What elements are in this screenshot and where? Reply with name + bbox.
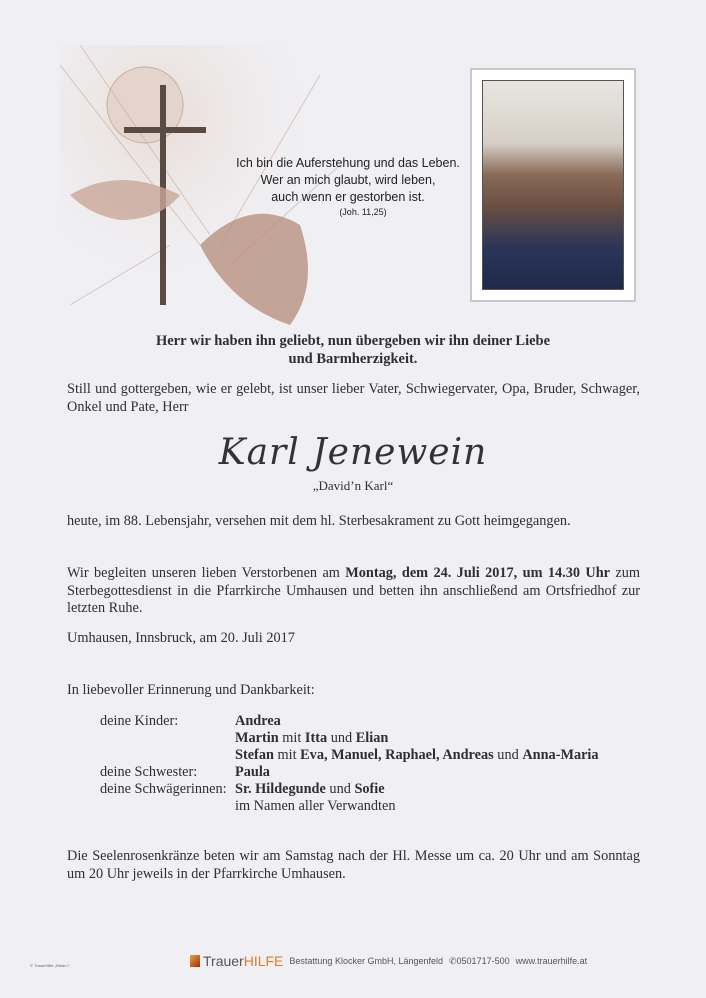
relative-names (235, 764, 270, 781)
website-link[interactable]: www.trauerhilfe.at (515, 956, 588, 966)
trauerhilfe-logo (190, 953, 283, 969)
relative-name-part: Eva, Manuel, Raphael, Andreas (300, 747, 494, 763)
funeral-date: Montag, dem 24. Juli 2017, um 14.30 Uhr (345, 565, 611, 581)
relative-name-part: Martin (235, 730, 279, 746)
deceased-nickname: „David’n Karl“ (312, 478, 394, 493)
relative-names (235, 747, 599, 764)
relative-names (235, 730, 388, 747)
portrait-frame (470, 68, 636, 302)
rosary-text: Die Seelenrosenkränze beten wir am Samstag nach der Hl. Messe um ca. 20 Uhr und am Sonntag um 20 Uhr jeweils in der Pfarrkirche Umhausen. (67, 848, 640, 882)
relative-names (235, 781, 385, 798)
portrait-photo (482, 80, 624, 290)
relative-name-part: und (493, 747, 523, 763)
relative-label (100, 747, 235, 764)
relative-label: deine Kinder: (100, 713, 179, 729)
logo-text-accent: HILFE (243, 953, 284, 969)
relatives-list (100, 713, 640, 815)
relative-row (100, 713, 640, 730)
phone: ✆0501717-500 (449, 955, 510, 966)
relative-label (100, 730, 235, 747)
relative-row (100, 730, 640, 747)
relative-row (100, 747, 640, 764)
relative-name-part: Elian (355, 730, 389, 746)
relative-names (235, 798, 396, 815)
relative-row (100, 764, 640, 781)
relative-label: deine Schwägerinnen: (100, 781, 227, 797)
relative-name-part: Sofie (354, 781, 385, 797)
relative-name-part: mit (273, 747, 301, 763)
footer (190, 953, 587, 969)
logo-icon (190, 955, 200, 967)
memory-heading: In liebevoller Erinnerung und Dankbarkeit: (67, 682, 315, 698)
company: Bestattung Klocker GmbH, Längenfeld (289, 956, 443, 966)
quote-line: Ich bin die Auferstehung und das Leben. (236, 156, 460, 170)
funeral-post: zum Sterbegottesdienst in die Pfarrkirche Umhausen und betten ihn anschließend am Ortsfriedhof zur letzten Ruhe. (67, 565, 640, 616)
relative-name-part: und (325, 781, 355, 797)
relative-label: deine Schwester: (100, 764, 198, 780)
quote-line: auch wenn er gestorben ist. (271, 190, 425, 204)
funeral-pre: Wir begleiten unseren lieben Verstorbenen am (67, 565, 346, 581)
quote-reference: (Joh. 11,25) (339, 207, 387, 217)
relative-name-part: Andrea (235, 713, 281, 729)
relative-name-part: mit (278, 730, 305, 746)
copyright: © TrauerHilfe „Bilder I“ (30, 963, 70, 968)
relative-name-part: Itta (304, 730, 328, 746)
relative-name-part: im Namen aller Verwandten (235, 798, 396, 814)
motto-line: Herr wir haben ihn geliebt, nun übergeben wir ihn deiner Liebe (155, 333, 551, 349)
relative-name-part: Anna-Maria (522, 747, 599, 763)
quote-line: Wer an mich glaubt, wird leben, (260, 173, 436, 187)
place-date: Umhausen, Innsbruck, am 20. Juli 2017 (67, 630, 295, 646)
relative-names (235, 713, 281, 730)
relative-row (100, 798, 640, 815)
death-text: heute, im 88. Lebensjahr, versehen mit dem hl. Sterbesakrament zu Gott heimgegangen. (67, 513, 571, 529)
relative-name-part: und (327, 730, 356, 746)
motto (120, 332, 586, 368)
relative-label (100, 798, 235, 815)
intro-text: Still und gottergeben, wie er gelebt, ist unser lieber Vater, Schwiegervater, Opa, Bruder, Schwager, Onkel und Pate, Herr (67, 381, 640, 415)
relative-name-part: Sr. Hildegunde (235, 781, 326, 797)
relative-name-part: Stefan (235, 747, 274, 763)
logo-text: Trauer (203, 953, 244, 969)
bible-quote (228, 155, 468, 218)
motto-line: und Barmherzigkeit. (288, 351, 418, 367)
funeral-text (67, 565, 640, 618)
relative-row (100, 781, 640, 798)
relative-name-part: Paula (235, 764, 270, 780)
deceased-name: Karl Jenewein (218, 432, 488, 473)
